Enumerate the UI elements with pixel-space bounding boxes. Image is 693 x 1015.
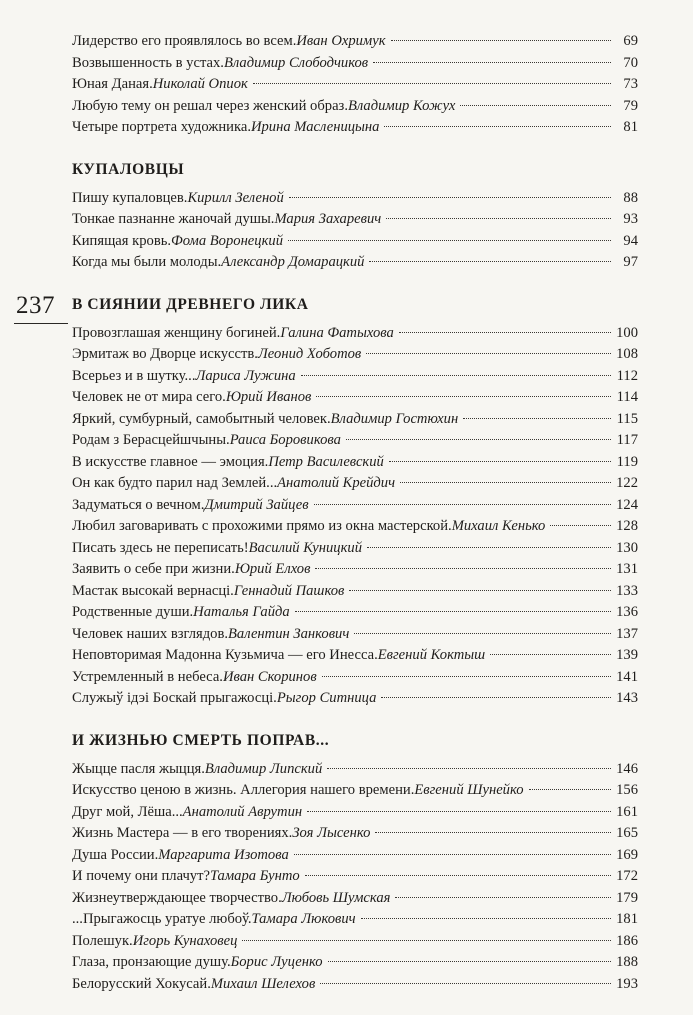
entry-page-number: 169 — [616, 846, 638, 863]
page-number-rule — [14, 323, 68, 324]
toc-entry — [72, 624, 638, 646]
entry-title: Человек не от мира сего. — [72, 389, 226, 405]
toc-entry — [72, 31, 638, 53]
dot-leader — [529, 789, 611, 790]
entry-title: Эрмитаж во Дворце искусств. — [72, 346, 258, 362]
entry-page-number: 188 — [616, 954, 638, 970]
entry-author: Петр Василевский — [268, 453, 384, 470]
dot-leader — [242, 940, 611, 941]
entry-page-number: 115 — [616, 410, 638, 427]
dot-leader — [328, 961, 611, 962]
toc-entry — [72, 931, 638, 953]
entry-author: Анатолий Крейдич — [277, 475, 396, 491]
entry-title: Он как будто парил над Землей... — [72, 475, 278, 491]
dot-leader — [391, 40, 611, 41]
toc-entry — [72, 473, 638, 495]
dot-leader — [395, 897, 611, 898]
toc-section — [72, 159, 638, 274]
entry-title: Писать здесь не переписать! — [72, 539, 249, 556]
entry-page-number: 93 — [623, 211, 638, 227]
entry-page-number: 165 — [616, 825, 638, 841]
entry-page-number: 181 — [616, 911, 638, 927]
dot-leader — [314, 504, 611, 505]
dot-leader — [327, 768, 611, 769]
entry-title: Человек наших взглядов. — [72, 625, 228, 642]
entry-author: Геннадий Пашков — [233, 582, 345, 599]
entry-page-number: 79 — [623, 97, 638, 114]
entry-title: Лидерство его проявлялось во всем. — [72, 33, 297, 49]
toc-section — [72, 31, 638, 139]
dot-leader — [307, 811, 611, 812]
entry-author: Рыгор Ситница — [276, 690, 377, 706]
dot-leader — [399, 332, 611, 333]
entry-title: Провозглашая женщину богиней. — [72, 324, 281, 341]
entry-page-number: 88 — [623, 189, 638, 206]
toc-entry — [72, 952, 638, 974]
toc-entry — [72, 688, 638, 710]
entry-title: Четыре портрета художника. — [72, 119, 251, 135]
entry-title: Душа России. — [72, 846, 159, 863]
dot-leader — [386, 218, 611, 219]
toc-entry — [72, 802, 638, 824]
toc-entry — [72, 117, 638, 139]
toc-entry — [72, 344, 638, 366]
toc-entry — [72, 252, 638, 274]
entry-title: Заявить о себе при жизни. — [72, 561, 235, 577]
dot-leader — [375, 832, 611, 833]
toc-entry — [72, 974, 638, 996]
entry-page-number: 124 — [616, 496, 638, 513]
dot-leader — [288, 240, 611, 241]
entry-title: Когда мы были молоды. — [72, 254, 222, 270]
table-of-contents — [72, 31, 638, 1015]
entry-author: Владимир Гостюхин — [330, 410, 459, 427]
entry-title: Жизнеутверждающее творчество. — [72, 889, 282, 906]
entry-author: Зоя Лысенко — [292, 825, 371, 841]
entry-page-number: 108 — [616, 346, 638, 362]
entry-page-number: 179 — [616, 889, 638, 906]
entry-page-number: 114 — [616, 389, 638, 405]
dot-leader — [349, 590, 611, 591]
entry-author: Борис Луценко — [230, 954, 323, 970]
section-heading: В СИЯНИИ ДРЕВНЕГО ЛИКА — [72, 295, 309, 313]
entry-author: Василий Куницкий — [248, 539, 362, 556]
entry-title: Юная Даная. — [72, 76, 153, 92]
dot-leader — [463, 418, 611, 419]
dot-leader — [460, 105, 611, 106]
entry-title: Жизнь Мастера — в его творениях. — [72, 825, 293, 841]
entry-author: Ирина Масленицына — [250, 119, 380, 135]
toc-entry — [72, 845, 638, 867]
toc-entry — [72, 667, 638, 689]
entry-page-number: 156 — [616, 782, 638, 798]
entry-page-number: 193 — [616, 975, 638, 992]
entry-page-number: 117 — [616, 432, 638, 448]
entry-author: Валентин Занкович — [228, 625, 350, 642]
entry-author: Игорь Кунаховец — [132, 932, 238, 949]
toc-entry — [72, 188, 638, 210]
entry-title: И почему они плачут? — [72, 868, 210, 884]
entry-page-number: 81 — [623, 119, 638, 135]
entry-page-number: 161 — [616, 803, 638, 820]
entry-page-number: 139 — [616, 647, 638, 663]
dot-leader — [384, 126, 611, 127]
toc-entry — [72, 645, 638, 667]
toc-section — [72, 294, 638, 710]
toc-entry — [72, 452, 638, 474]
toc-entry — [72, 74, 638, 96]
toc-entry — [72, 581, 638, 603]
dot-leader — [550, 525, 611, 526]
toc-entry — [72, 759, 638, 781]
toc-entry — [72, 323, 638, 345]
entry-page-number: 186 — [616, 932, 638, 949]
entry-title: Мастак высокай вернасці. — [72, 582, 234, 599]
entry-page-number: 122 — [616, 475, 638, 491]
dot-leader — [389, 461, 611, 462]
entry-author: Любовь Шумская — [281, 889, 391, 906]
entry-page-number: 136 — [616, 604, 638, 620]
dot-leader — [315, 568, 611, 569]
entry-author: Раиса Боровикова — [229, 432, 341, 448]
entry-title: Глаза, пронзающие душу. — [72, 954, 231, 970]
dot-leader — [369, 261, 611, 262]
toc-section — [72, 730, 638, 996]
toc-entry — [72, 780, 638, 802]
entry-title: Белорусский Хокусай. — [72, 975, 211, 992]
entry-author: Михаил Кенько — [451, 518, 546, 534]
entry-author: Наталья Гайда — [193, 604, 290, 620]
dot-leader — [400, 482, 611, 483]
entry-page-number: 143 — [616, 690, 638, 706]
entry-page-number: 70 — [623, 54, 638, 71]
toc-entry — [72, 495, 638, 517]
dot-leader — [373, 62, 611, 63]
toc-entry — [72, 366, 638, 388]
dot-leader — [289, 197, 611, 198]
dot-leader — [322, 676, 611, 677]
toc-entry — [72, 209, 638, 231]
entry-title: Служыў ідэі Боскай прыгажосці. — [72, 690, 277, 706]
entry-title: Родам з Берасцейшчыны. — [72, 432, 230, 448]
dot-leader — [354, 633, 611, 634]
page-number: 237 — [16, 292, 55, 319]
entry-author: Кирилл Зеленой — [187, 189, 284, 206]
entry-author: Тамара Люкович — [251, 911, 356, 927]
entry-page-number: 128 — [616, 518, 638, 534]
toc-entry — [72, 909, 638, 931]
entry-author: Владимир Липский — [204, 760, 323, 777]
toc-entry — [72, 866, 638, 888]
entry-title: Кипящая кровь. — [72, 232, 172, 249]
dot-leader — [294, 854, 611, 855]
dot-leader — [367, 547, 611, 548]
entry-page-number: 133 — [616, 582, 638, 599]
entry-page-number: 146 — [616, 760, 638, 777]
toc-entry — [72, 516, 638, 538]
entry-page-number: 112 — [616, 367, 638, 384]
entry-title: Жыцце пасля жыцця. — [72, 760, 205, 777]
entry-author: Владимир Слободчиков — [223, 54, 369, 71]
entry-author: Александр Домарацкий — [221, 254, 365, 270]
entry-author: Иван Охримук — [296, 33, 386, 49]
entry-page-number: 130 — [616, 539, 638, 556]
toc-entry — [72, 231, 638, 253]
toc-entry — [72, 387, 638, 409]
entry-author: Евгений Шунейко — [414, 782, 524, 798]
entry-author: Юрий Иванов — [225, 389, 312, 405]
entry-author: Лариса Лужина — [195, 367, 296, 384]
dot-leader — [346, 439, 611, 440]
toc-entry — [72, 409, 638, 431]
dot-leader — [320, 983, 611, 984]
entry-author: Фома Воронецкий — [171, 232, 284, 249]
entry-author: Леонид Хоботов — [257, 346, 362, 362]
entry-title: Искусство ценою в жизнь. Аллегория нашего времени. — [72, 782, 415, 798]
entry-title: В искусстве главное — эмоция. — [72, 453, 269, 470]
dot-leader — [381, 697, 611, 698]
entry-author: Михаил Шелехов — [210, 975, 316, 992]
entry-author: Николай Опиок — [152, 76, 248, 92]
entry-title: Яркий, сумбурный, самобытный человек. — [72, 410, 331, 427]
toc-entry — [72, 823, 638, 845]
entry-author: Иван Скоринов — [222, 668, 317, 685]
entry-author: Юрий Елхов — [234, 561, 311, 577]
entry-page-number: 100 — [616, 324, 638, 341]
section-heading: И ЖИЗНЬЮ СМЕРТЬ ПОПРАВ... — [72, 731, 330, 749]
entry-author: Евгений Коктыш — [377, 647, 486, 663]
entry-page-number: 119 — [616, 453, 638, 470]
entry-page-number: 137 — [616, 625, 638, 642]
entry-page-number: 97 — [623, 254, 638, 270]
entry-page-number: 94 — [623, 232, 638, 249]
entry-title: ...Прыгажосць уратуе любоў. — [72, 911, 252, 927]
entry-title: Неповторимая Мадонна Кузьмича — его Инесса. — [72, 647, 378, 663]
entry-title: Полешук. — [72, 932, 133, 949]
entry-author: Дмитрий Зайцев — [204, 496, 309, 513]
entry-author: Маргарита Изотова — [158, 846, 289, 863]
dot-leader — [305, 875, 611, 876]
entry-page-number: 69 — [623, 33, 638, 49]
entry-title: Любую тему он решал через женский образ. — [72, 97, 348, 114]
entry-author: Анатолий Аврутин — [182, 803, 303, 820]
dot-leader — [301, 375, 611, 376]
entry-title: Всерьез и в шутку... — [72, 367, 196, 384]
toc-entry — [72, 602, 638, 624]
entry-title: Пишу купаловцев. — [72, 189, 188, 206]
toc-entry — [72, 538, 638, 560]
toc-entry — [72, 53, 638, 75]
entry-page-number: 141 — [616, 668, 638, 685]
entry-author: Владимир Кожух — [347, 97, 456, 114]
toc-entry — [72, 559, 638, 581]
entry-page-number: 172 — [616, 868, 638, 884]
entry-title: Задуматься о вечном. — [72, 496, 205, 513]
toc-entry — [72, 96, 638, 118]
section-heading: КУПАЛОВЦЫ — [72, 160, 185, 178]
dot-leader — [316, 396, 611, 397]
entry-title: Тонкае пазнанне жаночай душы. — [72, 211, 275, 227]
entry-title: Любил заговаривать с прохожими прямо из окна мастерской. — [72, 518, 452, 534]
entry-author: Тамара Бунто — [209, 868, 300, 884]
entry-title: Друг мой, Лёша... — [72, 803, 183, 820]
entry-title: Родственные души. — [72, 604, 194, 620]
dot-leader — [490, 654, 611, 655]
dot-leader — [366, 353, 611, 354]
entry-author: Мария Захаревич — [274, 211, 382, 227]
dot-leader — [295, 611, 611, 612]
entry-author: Галина Фатыхова — [280, 324, 394, 341]
dot-leader — [253, 83, 611, 84]
entry-title: Возвышенность в устах. — [72, 54, 224, 71]
entry-page-number: 73 — [623, 76, 638, 92]
toc-entry — [72, 888, 638, 910]
toc-entry — [72, 430, 638, 452]
entry-page-number: 131 — [616, 561, 638, 577]
dot-leader — [361, 918, 611, 919]
entry-title: Устремленный в небеса. — [72, 668, 223, 685]
